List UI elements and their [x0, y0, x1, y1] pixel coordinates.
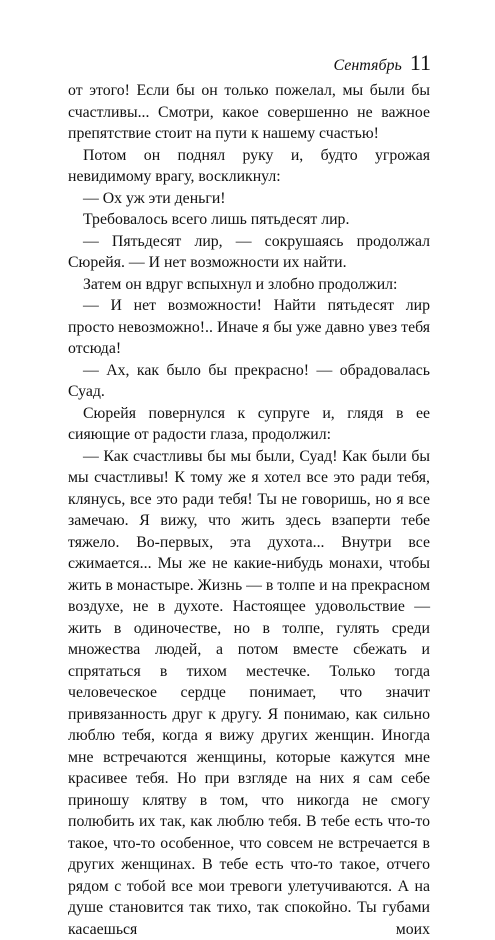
body-text: [68, 80, 430, 940]
paragraph: — Пятьдесят лир, — сокрушаясь продолжал Сюрейя. — И нет возможности их найти.: [68, 231, 430, 274]
page-number: 11: [410, 50, 431, 76]
paragraph: Потом он поднял руку и, будто угрожая невидимому врагу, воскликнул:: [68, 145, 430, 188]
paragraph: Требовалось всего лишь пятьдесят лир.: [68, 209, 430, 231]
paragraph: — И нет возможности! Найти пятьдесят лир просто невозможно!.. Иначе я бы уже давно увез тебя отсюда!: [68, 295, 430, 360]
paragraph: Сюрейя повернулся к супруге и, глядя в ее сияющие от радости глаза, продолжил:: [68, 403, 430, 446]
paragraph: Затем он вдруг вспыхнул и злобно продолжил:: [68, 274, 430, 296]
paragraph: — Ах, как было бы прекрасно! — обрадовалась Суад.: [68, 360, 430, 403]
running-head: Сентябрь: [333, 57, 401, 75]
page-header: [333, 50, 431, 76]
paragraph: — Как счастливы бы мы были, Суад! Как были бы мы счастливы! К тому же я хотел все это ради тебя, клянусь, все это ради тебя! Ты не говоришь, но я все замечаю. Я вижу, что жить здесь взаперти тебе тяжело. Во-первых, эта духота... Внутри все сжимается... Мы же не какие-нибудь монахи, чтобы жить в монастыре. Жизнь — в толпе и на прекрасном воздухе, не в духоте. Настоящее удовольствие — жить в одиночестве, но в толпе, гулять среди множества людей, а потом вместе сбежать и спрятаться в тихом местечке. Только тогда человеческое сердце понимает, что значит привязанность друг к другу. Я понимаю, как сильно люблю тебя, когда я вижу других женщин. Иногда мне встречаются женщины, которые кажутся мне красивее тебя. Но при взгляде на них я сам себе приношу клятву в том, что никогда не смогу полюбить их так, как люблю тебя. В тебе есть что-то такое, что-то особенное, что совсем не встречается в других женщинах. В тебе есть что-то такое, отчего рядом с тобой все мои тревоги улетучиваются. А на душе становится так тихо, так спокойно. Ты губами касаешься моих: [68, 446, 430, 940]
paragraph: от этого! Если бы он только пожелал, мы были бы счастливы... Смотри, какое совершенно не важное препятствие стоит на пути к нашему счастью!: [68, 80, 430, 145]
paragraph: — Ох уж эти деньги!: [68, 188, 430, 210]
